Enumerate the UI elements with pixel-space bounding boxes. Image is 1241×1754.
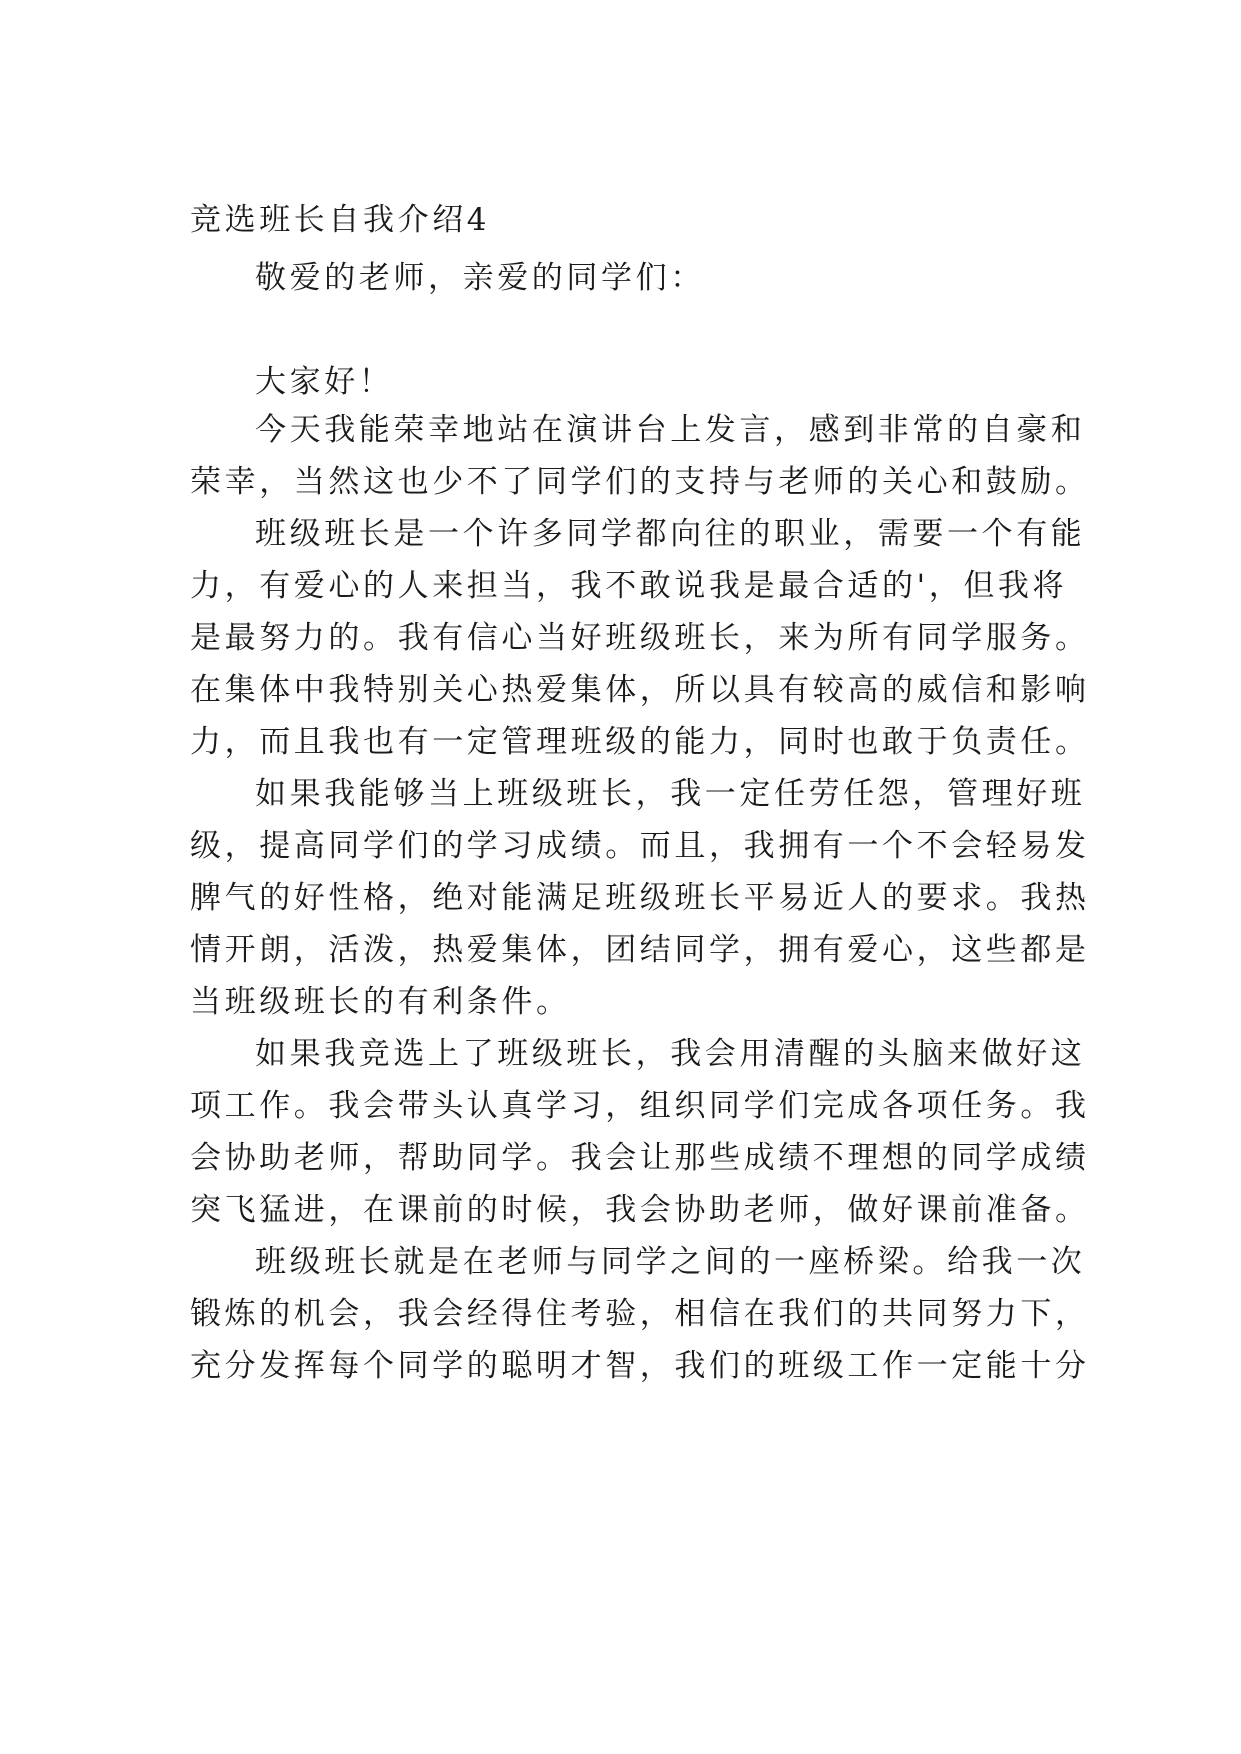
paragraph-line: 今天我能荣幸地站在演讲台上发言，感到非常的自豪和 bbox=[255, 412, 1086, 448]
paragraph-line: 荣幸，当然这也少不了同学们的支持与老师的关心和鼓励。 bbox=[190, 464, 1090, 500]
paragraph-line: 情开朗，活泼，热爱集体，团结同学，拥有爱心，这些都是 bbox=[190, 932, 1090, 968]
paragraph-line: 脾气的好性格，绝对能满足班级班长平易近人的要求。我热 bbox=[190, 880, 1090, 916]
paragraph-line: 当班级班长的有利条件。 bbox=[190, 984, 571, 1020]
document-title: 竞选班长自我介绍4 bbox=[190, 202, 491, 238]
paragraph-line: 如果我竞选上了班级班长，我会用清醒的头脑来做好这 bbox=[255, 1036, 1086, 1072]
paragraph-line: 级，提高同学们的学习成绩。而且，我拥有一个不会轻易发 bbox=[190, 828, 1090, 864]
paragraph-line: 班级班长就是在老师与同学之间的一座桥梁。给我一次 bbox=[255, 1244, 1086, 1280]
paragraph-line: 在集体中我特别关心热爱集体，所以具有较高的威信和影响 bbox=[190, 672, 1090, 708]
paragraph-line: 如果我能够当上班级班长，我一定任劳任怨，管理好班 bbox=[255, 776, 1086, 812]
paragraph-line: 是最努力的。我有信心当好班级班长，来为所有同学服务。 bbox=[190, 620, 1090, 656]
paragraph-line: 力，而且我也有一定管理班级的能力，同时也敢于负责任。 bbox=[190, 724, 1090, 760]
paragraph-line: 锻炼的机会，我会经得住考验，相信在我们的共同努力下， bbox=[190, 1296, 1090, 1332]
salutation: 敬爱的老师，亲爱的同学们： bbox=[255, 260, 705, 296]
paragraph-line: 班级班长是一个许多同学都向往的职业，需要一个有能 bbox=[255, 516, 1086, 552]
paragraph-line: 突飞猛进，在课前的时候，我会协助老师，做好课前准备。 bbox=[190, 1192, 1090, 1228]
paragraph-line: 项工作。我会带头认真学习，组织同学们完成各项任务。我 bbox=[190, 1088, 1090, 1124]
paragraph-line: 充分发挥每个同学的聪明才智，我们的班级工作一定能十分 bbox=[190, 1348, 1090, 1384]
greeting: 大家好！ bbox=[255, 364, 394, 400]
paragraph-line: 力，有爱心的人来担当，我不敢说我是最合适的'，但我将 bbox=[190, 568, 1068, 604]
paragraph-line: 会协助老师，帮助同学。我会让那些成绩不理想的同学成绩 bbox=[190, 1140, 1090, 1176]
